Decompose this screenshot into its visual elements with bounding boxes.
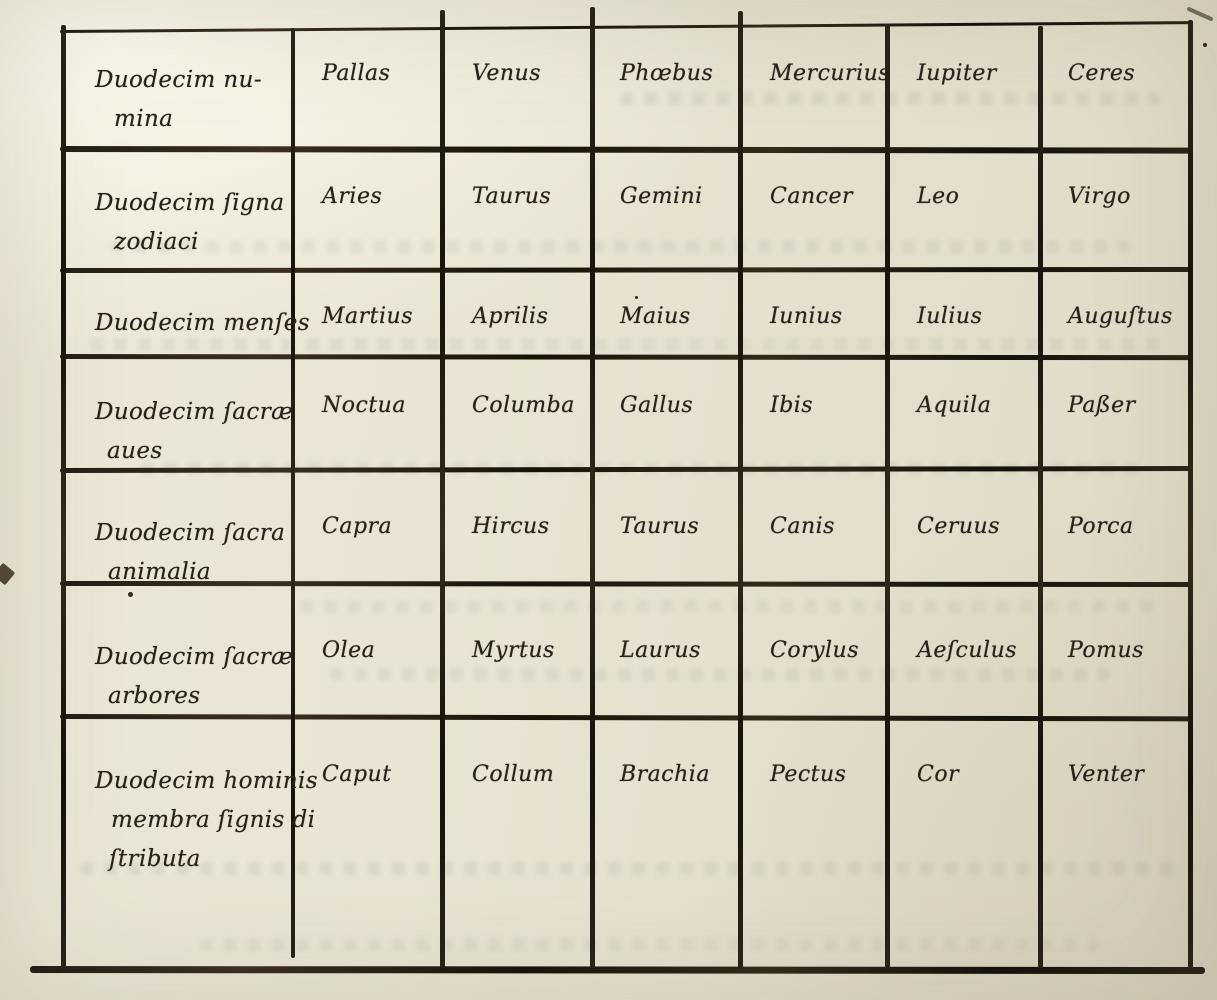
table-cell: Virgo — [1068, 184, 1131, 209]
table-cell: Aprilis — [472, 304, 549, 329]
table-cell: Paßer — [1068, 393, 1136, 418]
table-cell: Corylus — [770, 638, 860, 663]
row-header — [63, 28, 293, 139]
table-cell: Phœbus — [620, 61, 714, 86]
table-cell: Venus — [472, 61, 542, 86]
table-row — [0, 148, 1217, 270]
row-header — [63, 583, 293, 716]
table-cell: Ceruus — [917, 514, 1000, 539]
table-cell: Mercurius — [770, 61, 891, 86]
table-cell: Ceres — [1068, 61, 1136, 86]
row-label-line: Duodecim ſacra — [95, 520, 286, 546]
table-cell: Collum — [472, 762, 555, 787]
table-cell: Maius — [620, 304, 691, 329]
row-label-line: Duodecim hominis — [95, 768, 318, 794]
table-cell: Cor — [917, 762, 960, 787]
table-cell: Iunius — [770, 304, 843, 329]
row-header — [63, 470, 293, 592]
table-cell: Myrtus — [472, 638, 555, 663]
row-label-line: Duodecim nu- — [95, 67, 262, 93]
table-cell: Iulius — [917, 304, 983, 329]
row-header — [63, 716, 318, 879]
table-cell: Noctua — [322, 393, 406, 418]
row-label-line: Duodecim menſes — [95, 310, 310, 336]
row-header — [63, 148, 293, 262]
table-cell: Taurus — [472, 184, 552, 209]
table-cell: Aeſculus — [917, 638, 1018, 663]
table-cell: Cancer — [770, 184, 853, 209]
row-label-line: arbores — [108, 683, 201, 709]
row-label-line: Duodecim ſacræ — [95, 644, 294, 670]
table-cell: Auguſtus — [1068, 304, 1173, 329]
table-cell: Pomus — [1068, 638, 1144, 663]
table-cell: Taurus — [620, 514, 700, 539]
table-cell: Capra — [322, 514, 393, 539]
row-label-line: aues — [107, 438, 163, 464]
table-cell: Caput — [322, 762, 392, 787]
table-cell: Aquila — [917, 393, 992, 418]
row-label-line: animalia — [108, 559, 212, 585]
table-cell: Porca — [1068, 514, 1134, 539]
table-cell: Iupiter — [917, 61, 997, 86]
table-cell: Columba — [472, 393, 575, 418]
table-cell: Aries — [322, 184, 383, 209]
table-cell: Gallus — [620, 393, 694, 418]
table-row — [0, 28, 1217, 148]
row-label-line: Duodecim ſigna — [95, 190, 285, 216]
table-row — [0, 356, 1217, 470]
row-header — [63, 356, 293, 471]
row-label-line: mina — [114, 106, 174, 132]
row-label-line: zodiaci — [114, 229, 199, 255]
table-cell: Olea — [322, 638, 376, 663]
table-row — [0, 583, 1217, 716]
row-header — [63, 270, 310, 343]
table-row — [0, 470, 1217, 583]
table-cell: Gemini — [620, 184, 703, 209]
table-cell: Hircus — [472, 514, 550, 539]
table-cell: Leo — [917, 184, 960, 209]
row-label-line: membra ſignis di — [111, 807, 316, 833]
table-cell: Canis — [770, 514, 835, 539]
row-label-line: Duodecim ſacræ — [95, 399, 294, 425]
table-cell: Martius — [322, 304, 413, 329]
table-cell: Laurus — [620, 638, 701, 663]
table-row — [0, 270, 1217, 356]
table-row — [0, 716, 1217, 968]
table-cell: Pallas — [322, 61, 391, 86]
table-cell: Pectus — [770, 762, 847, 787]
table-cell: Brachia — [620, 762, 710, 787]
row-label-line: ſtributa — [109, 846, 201, 872]
table-cell: Venter — [1068, 762, 1145, 787]
table-cell: Ibis — [770, 393, 814, 418]
